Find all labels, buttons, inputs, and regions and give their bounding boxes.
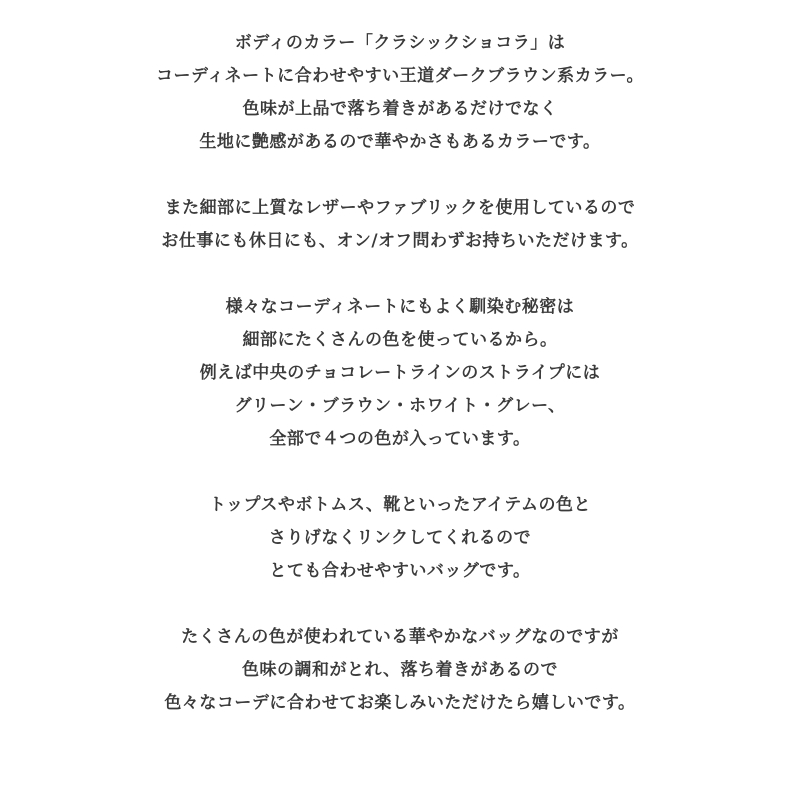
text-line: 細部にたくさんの色を使っているから。 [242, 330, 558, 350]
text-line: トップスやボトムス、靴といったアイテムの色と [209, 495, 591, 515]
text-line: コーディネートに合わせやすい王道ダークブラウン系カラー。 [156, 66, 644, 86]
text-line: さりげなくリンクしてくれるので [268, 528, 532, 548]
text-line: たくさんの色が使われている華やかなバッグなのですが [181, 627, 619, 647]
paragraph-coordination [0, 489, 800, 588]
text-line: 色味が上品で落ち着きがあるだけでなく [242, 99, 558, 119]
text-line: 色味の調和がとれ、落ち着きがあるので [241, 660, 559, 680]
text-line: 全部で４つの色が入っています。 [269, 429, 531, 449]
text-line: とても合わせやすいバッグです。 [269, 561, 531, 581]
text-line: また細部に上質なレザーやファブリックを使用しているので [164, 198, 636, 218]
text-line: グリーン・ブラウン・ホワイト・グレー、 [234, 396, 566, 416]
text-line: 色々なコーデに合わせてお楽しみいただけたら嬉しいです。 [164, 693, 636, 713]
text-line: 例えば中央のチョコレートラインのストライプには [199, 363, 601, 383]
paragraph-body-color [0, 27, 800, 159]
text-line: 様々なコーディネートにもよく馴染む秘密は [225, 297, 575, 317]
paragraph-closing [0, 621, 800, 720]
paragraph-materials [0, 192, 800, 258]
text-line: ボディのカラー「クラシックショコラ」は [234, 33, 566, 53]
paragraph-stripe-colors [0, 291, 800, 456]
product-description [0, 27, 800, 753]
text-line: お仕事にも休日にも、オン/オフ問わずお持ちいただけます。 [161, 231, 639, 251]
text-line: 生地に艶感があるので華やかさもあるカラーです。 [199, 132, 601, 152]
